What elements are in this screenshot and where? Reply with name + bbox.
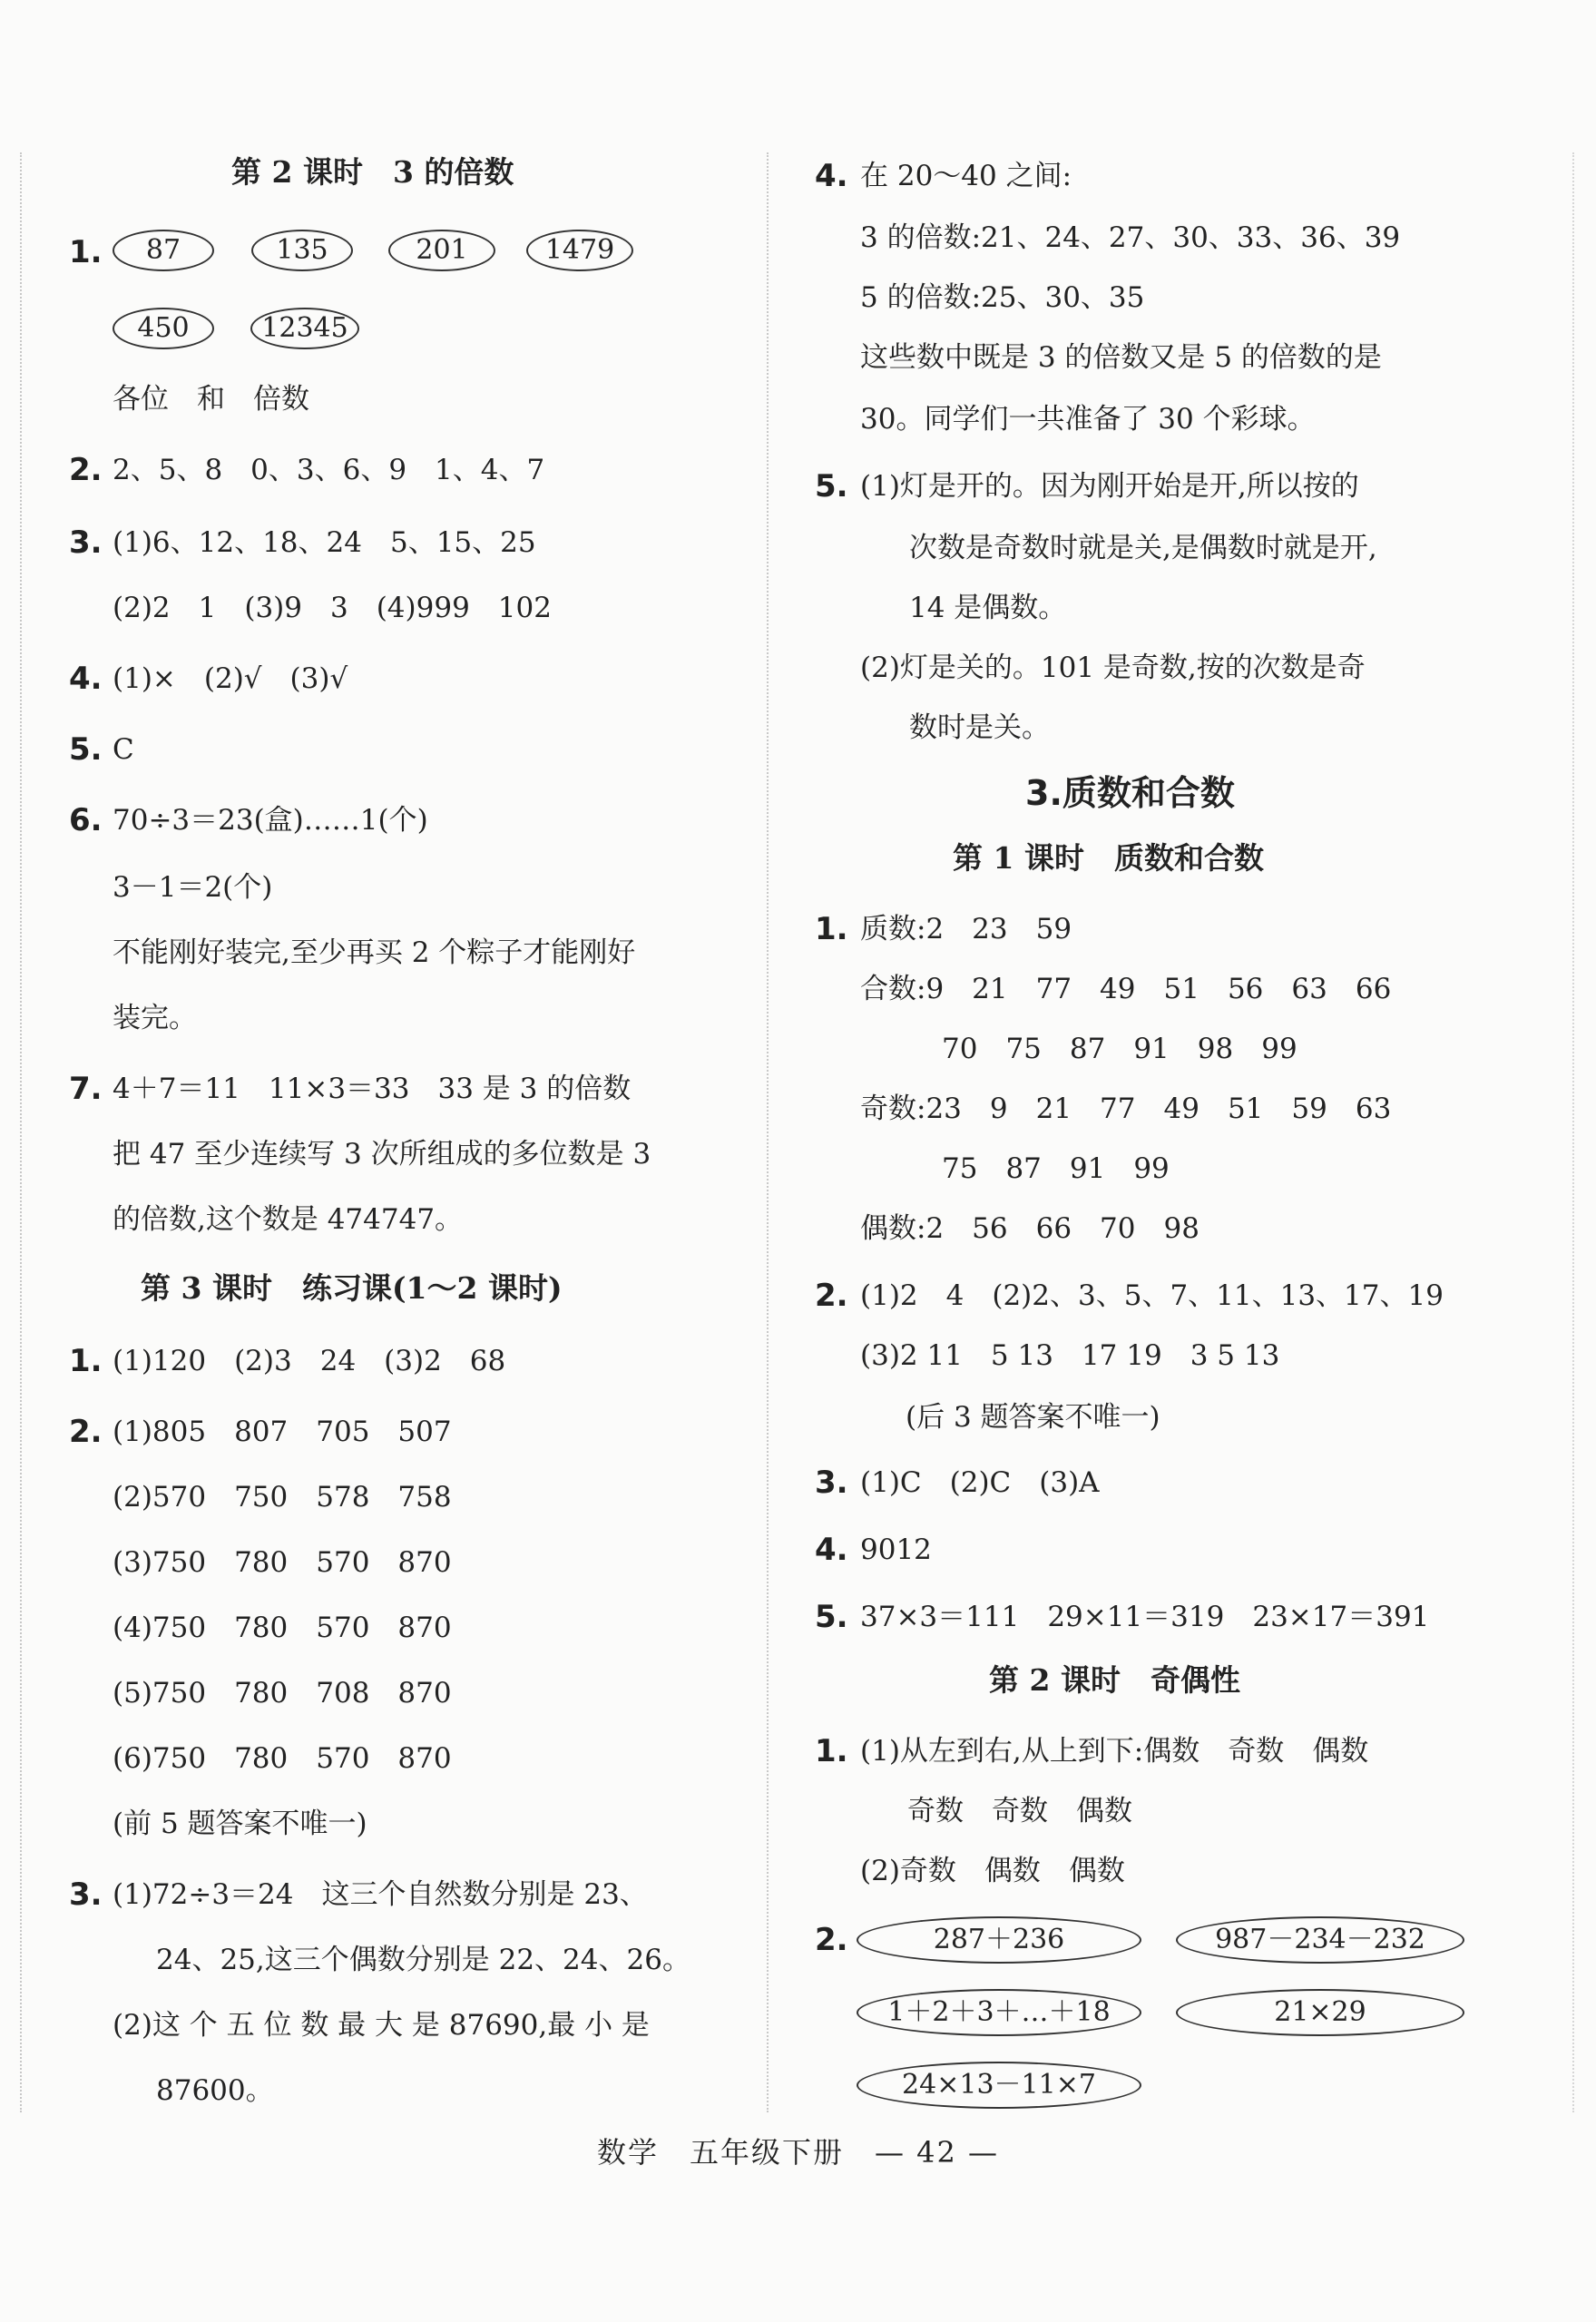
answer-note: (前 5 题答案不唯一) <box>113 1808 367 1840</box>
answer-line: 3－1＝2(个) <box>113 871 273 904</box>
answer-line: 奇数:23 9 21 77 49 51 59 63 <box>860 1092 1392 1125</box>
left-margin-rule <box>20 152 22 2112</box>
answer-line: C <box>113 733 134 766</box>
expression-oval: 21×29 <box>1176 1989 1464 2036</box>
answer-line: 的倍数,这个数是 474747。 <box>113 1203 464 1236</box>
question-number: 2. <box>815 1922 848 1958</box>
question-number: 5. <box>815 468 848 505</box>
expression-oval: 287＋236 <box>857 1916 1141 1964</box>
answer-line: (3)2 11 5 13 17 19 3 5 13 <box>860 1339 1280 1372</box>
question-number: 2. <box>815 1278 848 1314</box>
answer-line: (1)× (2)√ (3)√ <box>113 662 348 695</box>
answer-line: (1)从左到右,从上到下:偶数 奇数 偶数 <box>860 1735 1369 1768</box>
question-number: 3. <box>815 1465 848 1501</box>
answer-line: 在 20～40 之间: <box>860 160 1072 192</box>
question-number: 6. <box>69 802 103 838</box>
answer-note: (后 3 题答案不唯一) <box>906 1401 1160 1434</box>
answer-line: 各位 和 倍数 <box>113 383 309 416</box>
answer-line: (2)这 个 五 位 数 最 大 是 87690,最 小 是 <box>113 2009 650 2042</box>
question-number: 3. <box>69 524 103 561</box>
answer-line: 数时是关。 <box>909 711 1050 744</box>
answer-line: 5 的倍数:25、30、35 <box>860 281 1145 314</box>
answer-line: (1)72÷3＝24 这三个自然数分别是 23、 <box>113 1878 648 1911</box>
answer-line: (1)6、12、18、24 5、15、25 <box>113 526 536 559</box>
answer-line: (2)570 750 578 758 <box>113 1481 452 1514</box>
answer-oval: 87 <box>113 230 214 271</box>
question-number: 3. <box>69 1876 103 1913</box>
answer-line: 75 87 91 99 <box>942 1152 1170 1185</box>
question-number: 1. <box>815 911 848 947</box>
expression-oval: 1＋2＋3＋…＋18 <box>857 1989 1141 2036</box>
answer-line: 合数:9 21 77 49 51 56 63 66 <box>860 973 1392 1005</box>
answer-line: (5)750 780 708 870 <box>113 1677 452 1710</box>
question-number: 5. <box>69 731 103 768</box>
answer-line: 70 75 87 91 98 99 <box>942 1033 1297 1065</box>
question-number: 1. <box>69 1343 103 1379</box>
answer-line: (4)750 780 570 870 <box>113 1612 452 1644</box>
question-number: 1. <box>815 1733 848 1769</box>
column-divider <box>767 152 769 2112</box>
answer-line: 24、25,这三个偶数分别是 22、24、26。 <box>156 1944 690 1976</box>
answer-line: (1)805 807 705 507 <box>113 1416 452 1448</box>
question-number: 2. <box>69 1414 103 1450</box>
answer-line: 不能刚好装完,至少再买 2 个粽子才能刚好 <box>113 936 636 969</box>
answer-line: 偶数:2 56 66 70 98 <box>860 1212 1199 1245</box>
answer-line: 把 47 至少连续写 3 次所组成的多位数是 3 <box>113 1138 651 1171</box>
question-number: 2. <box>69 452 103 488</box>
question-number: 7. <box>69 1071 103 1107</box>
question-number: 4. <box>69 661 103 697</box>
answer-line: 奇数 奇数 偶数 <box>907 1795 1132 1827</box>
answer-oval: 450 <box>113 308 214 349</box>
heading-lesson-3: 第 3 课时 练习课(1～2 课时) <box>141 1270 563 1306</box>
heading-lesson-2-parity: 第 2 课时 奇偶性 <box>989 1662 1240 1698</box>
answer-line: (1)2 4 (2)2、3、5、7、11、13、17、19 <box>860 1279 1444 1312</box>
answer-line: (6)750 780 570 870 <box>113 1742 452 1775</box>
answer-oval: 12345 <box>250 308 359 349</box>
answer-line: 2、5、8 0、3、6、9 1、4、7 <box>113 454 545 486</box>
answer-line: 3 的倍数:21、24、27、30、33、36、39 <box>860 221 1401 254</box>
question-number: 4. <box>815 158 848 194</box>
section-title: 3.质数和合数 <box>1025 773 1235 813</box>
answer-oval: 1479 <box>526 230 633 271</box>
heading-lesson-1: 第 1 课时 质数和合数 <box>953 840 1264 876</box>
answer-line: 37×3＝111 29×11＝319 23×17＝391 <box>860 1601 1430 1633</box>
question-number: 5. <box>815 1599 848 1635</box>
answer-line: 14 是偶数。 <box>909 592 1067 624</box>
answer-line: 30。同学们一共准备了 30 个彩球。 <box>860 403 1316 436</box>
expression-oval: 987－234－232 <box>1176 1916 1464 1964</box>
answer-line: 70÷3＝23(盒)……1(个) <box>113 804 428 837</box>
answer-line: 装完。 <box>113 1002 197 1034</box>
answer-line: 9012 <box>860 1533 932 1566</box>
answer-oval: 135 <box>251 230 353 271</box>
answer-line: (2)2 1 (3)9 3 (4)999 102 <box>113 592 552 624</box>
answer-line: (1)灯是开的。因为刚开始是开,所以按的 <box>860 470 1359 503</box>
answer-line: (2)奇数 偶数 偶数 <box>860 1855 1125 1887</box>
answer-line: 这些数中既是 3 的倍数又是 5 的倍数的是 <box>860 341 1382 374</box>
answer-line: (3)750 780 570 870 <box>113 1546 452 1579</box>
answer-oval: 201 <box>388 230 495 271</box>
answer-line: (2)灯是关的。101 是奇数,按的次数是奇 <box>860 652 1366 684</box>
answer-line: 次数是奇数时就是关,是偶数时就是开, <box>909 532 1377 564</box>
question-number: 1. <box>69 234 103 270</box>
answer-line: (1)120 (2)3 24 (3)2 68 <box>113 1345 506 1377</box>
question-number: 4. <box>815 1532 848 1568</box>
expression-oval: 24×13－11×7 <box>857 2062 1141 2109</box>
page-footer: 数学 五年级下册 — 42 — <box>596 2135 1000 2170</box>
answer-line: 4＋7＝11 11×3＝33 33 是 3 的倍数 <box>113 1073 632 1105</box>
answer-line: (1)C (2)C (3)A <box>860 1466 1100 1499</box>
answer-line: 质数:2 23 59 <box>860 913 1072 945</box>
right-margin-rule <box>1572 152 1574 2112</box>
answer-line: 87600。 <box>156 2074 274 2107</box>
heading-lesson-2: 第 2 课时 3 的倍数 <box>231 154 514 190</box>
